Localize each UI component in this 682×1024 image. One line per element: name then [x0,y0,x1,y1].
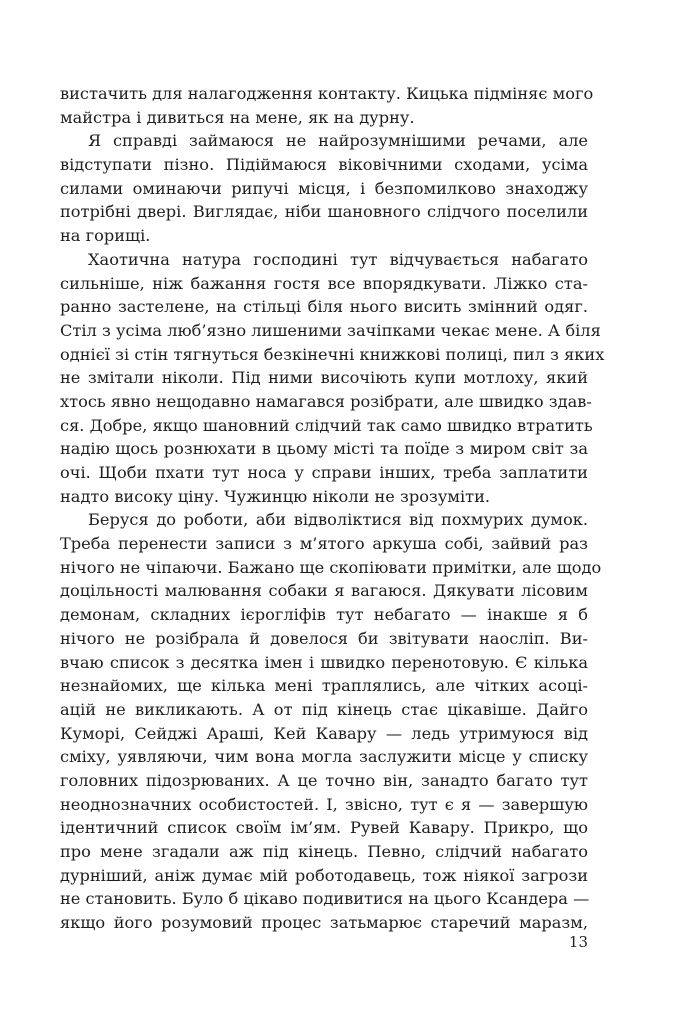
text-line: сміху, уявляючи, чим вона могла заслужити місце у списку [60,747,588,767]
text-line: Беруся до роботи, аби відволіктися від похмурих думок. [88,510,588,530]
text-line: відступати пізно. Підіймаюся віковічними сходами, усіма [60,155,588,175]
text-line: демонам, складних ієрогліфів тут небагато — інакше я б [60,605,588,625]
text-line: ацій не викликають. А от під кінець стає цікавіше. Дайго [60,699,588,719]
text-line: потрібні двері. Виглядає, ніби шановного слідчого поселили [60,202,588,222]
text-line: силами оминаючи рипучі місця, і безпомилково знаходжу [60,178,588,198]
text-line: надію щось рознюхати в цьому місті та поїде з миром світ за [60,439,588,459]
text-line: Хаотична натура господині тут відчувається набагато [88,249,588,269]
text-line: майстра і дивиться на мене, як на дурну. [60,107,415,127]
text-line: не змітали ніколи. Під ними височіють купи мотлоху, який [60,368,588,388]
text-line: якщо його розумовий процес затьмарює старечий маразм, [60,913,588,933]
text-line: нічого не чіпаючи. Бажано ще скопіювати примітки, але щодо [60,557,602,577]
text-line: ідентичний список своїм ім’ям. Рувей Кавару. Прикро, що [60,818,588,838]
text-line: сильніше, ніж бажання гостя все впорядкувати. Ліжко ста- [60,273,588,293]
text-line: хтось явно нещодавно намагався розібрати, але швидко здав- [60,391,592,411]
text-line: неоднозначних особистостей. І, звісно, тут є я — завершую [60,794,588,814]
text-line: вчаю список з десятка імен і швидко перенотовую. Є кілька [60,652,588,672]
text-line: ранно застелене, на стільці біля нього висить змінний одяг. [60,297,588,317]
text-line: доцільності малювання собаки я вагаюся. Дякувати лісовим [60,581,588,601]
text-line: очі. Щоби пхати тут носа у справи інших, треба заплатити [60,463,588,482]
text-line: головних підозрюваних. А це точно він, занадто багато тут [60,770,588,790]
text-line: ся. Добре, якщо шановний слідчий так само швидко втратить [60,415,593,435]
text-line: незнайомих, ще кілька мені траплялись, але чітких асоці- [60,676,588,696]
text-line: надто високу ціну. Чужинцю ніколи не зрозуміти. [60,486,491,506]
text-line: Стіл з усіма люб’язно лишеними зачіпками чекає мене. А біля [60,320,601,340]
text-line: Я справді займаюся не найрозумнішими речами, але [88,131,588,151]
text-line: дурніший, аніж думає мій роботодавець, тож ніякої загрози [60,865,588,885]
text-line: Куморі, Сейджі Араші, Кей Кавару — ледь утримуюся від [60,723,588,743]
text-line: Треба перенести записи з м’ятого аркуша собі, зайвий раз [60,534,588,554]
page-number: 13 [568,933,588,951]
text-line: не становить. Було б цікаво подивитися на цього Ксандера — [60,889,590,909]
text-line: вистачить для налагодження контакту. Кицька підміняє мого [60,84,594,103]
text-line: нічого не розібрала й довелося би звітувати наосліп. Ви- [60,628,588,648]
body-text [60,82,605,935]
text-line: на горищі. [60,226,151,246]
text-line: про мене згадали аж під кінець. Певно, слідчий набагато [60,842,588,861]
text-line: однієї зі стін тягнуться безкінечні книжкові полиці, пил з яких [60,344,605,364]
